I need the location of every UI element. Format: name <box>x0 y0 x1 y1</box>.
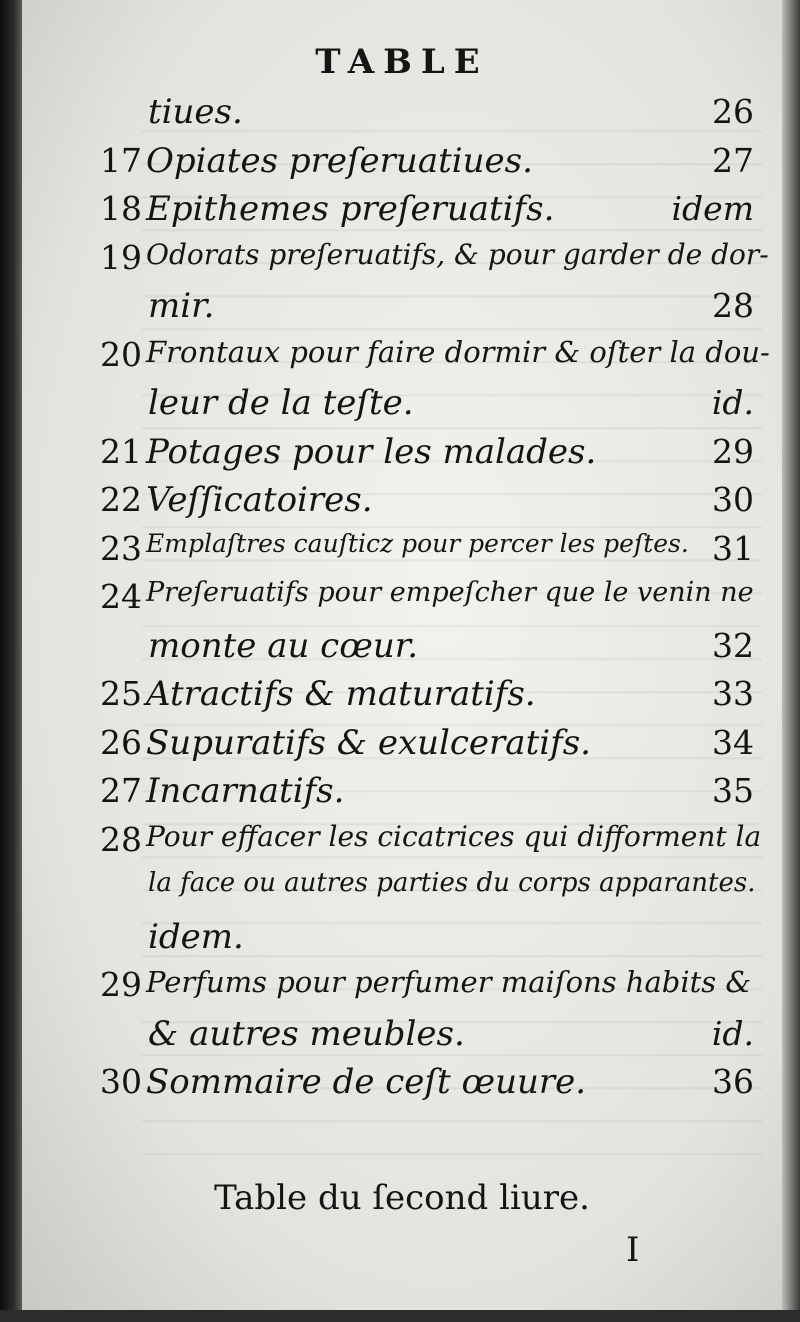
toc-entry <box>22 480 782 528</box>
entry-text: Supuratifs & exulceratifs. <box>146 722 591 763</box>
page-header: TABLE <box>315 42 489 82</box>
entry-number: 25 <box>100 674 142 713</box>
entry-number: 18 <box>100 189 142 228</box>
toc-entry <box>22 383 782 431</box>
entry-text: Frontaux pour faire dormir & oſter la dou- <box>146 334 770 369</box>
entry-page-number: 29 <box>712 431 754 471</box>
toc-entry <box>22 529 782 577</box>
entry-text: tiues. <box>148 92 243 132</box>
entry-text: leur de la teſte. <box>148 383 414 423</box>
entry-number: 23 <box>100 528 142 568</box>
toc-entry <box>22 92 782 140</box>
entry-text: Emplaſtres cauſticz pour percer les peſtes. <box>146 528 689 558</box>
toc-entry <box>22 141 782 189</box>
entry-number: 30 <box>100 1062 142 1101</box>
entry-text: Sommaire de ceſt œuure. <box>146 1062 587 1102</box>
entry-page-number: 33 <box>712 674 754 713</box>
entry-text: Incarnatifs. <box>146 771 345 811</box>
entry-text: monte au cœur. <box>148 625 419 666</box>
entry-text: la face ou autres parties du corps apparantes. <box>148 868 756 898</box>
toc-entry <box>22 335 782 383</box>
entry-number: 21 <box>100 431 142 471</box>
entry-number: 28 <box>100 819 142 859</box>
toc-entry <box>22 626 782 674</box>
toc-entry <box>22 189 782 237</box>
entry-page-number: 28 <box>712 286 754 325</box>
entry-number: 26 <box>100 722 142 762</box>
entry-text: mir. <box>148 286 215 326</box>
entry-text: Perfums pour perfumer maiſons habits & <box>146 965 752 999</box>
entry-page-number: id. <box>711 1013 754 1053</box>
entry-page-number: 34 <box>712 722 754 762</box>
entry-text: & autres meubles. <box>148 1013 465 1054</box>
entry-page-number: idem <box>671 189 754 228</box>
entry-number: 22 <box>100 480 142 519</box>
next-section-title: Table du ſecond liure. <box>214 1178 590 1218</box>
entry-number: 27 <box>100 771 142 810</box>
signature-mark: I <box>626 1230 640 1270</box>
entry-text: Pour effacer les cicatrices qui difforment la <box>146 819 762 853</box>
toc-entry <box>22 771 782 819</box>
entry-page-number: 35 <box>712 771 754 810</box>
toc-entry <box>22 965 782 1013</box>
toc-entry <box>22 286 782 334</box>
entry-page-number: 27 <box>712 140 754 180</box>
toc-entry <box>22 1062 782 1110</box>
entry-text: Atractifs & maturatifs. <box>146 674 536 714</box>
entry-page-number: 26 <box>712 92 754 131</box>
toc-entry <box>22 432 782 480</box>
entry-text: Potages pour les malades. <box>146 431 597 472</box>
entry-number: 19 <box>100 237 142 277</box>
page-edge-shadow <box>782 0 800 1322</box>
entry-text: Veſſicatoires. <box>146 480 373 520</box>
toc-entry <box>22 868 782 916</box>
entry-text: Odorats preſeruatifs, & pour garder de dor- <box>146 237 769 271</box>
entry-text: Epithemes preſeruatifs. <box>146 189 555 229</box>
entry-page-number: 32 <box>712 625 754 665</box>
toc-entry <box>22 1014 782 1062</box>
entry-text: Opiates preſeruatiues. <box>146 140 533 181</box>
entry-number: 24 <box>100 577 142 616</box>
entry-number: 17 <box>100 140 142 180</box>
bottom-edge-shadow <box>0 1310 800 1322</box>
entry-text: Preſeruatifs pour empeſcher que le venin ne <box>146 577 754 608</box>
entry-text: idem. <box>148 916 244 957</box>
entry-page-number: 36 <box>712 1062 754 1101</box>
toc-entry <box>22 577 782 625</box>
entry-page-number: id. <box>711 383 754 422</box>
binding-shadow <box>0 0 22 1322</box>
toc-entry <box>22 674 782 722</box>
entry-number: 29 <box>100 965 142 1004</box>
toc-entry <box>22 917 782 965</box>
toc-entry <box>22 723 782 771</box>
entry-number: 20 <box>100 334 142 374</box>
toc-entry <box>22 820 782 868</box>
book-page <box>22 0 782 1310</box>
entry-page-number: 31 <box>712 528 754 568</box>
toc-entry <box>22 238 782 286</box>
entry-page-number: 30 <box>712 480 754 519</box>
